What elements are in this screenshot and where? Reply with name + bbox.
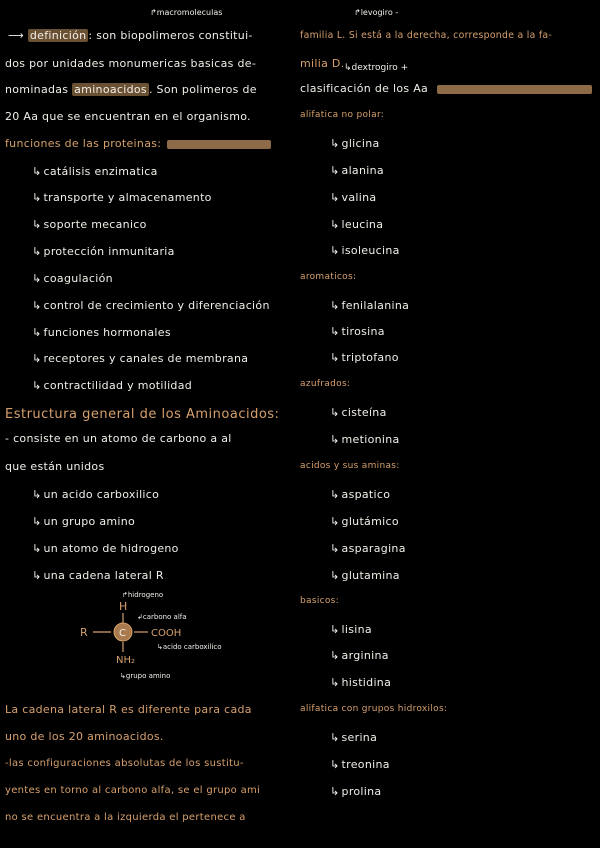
definicion-line-2: dos por unidades monumericas basicas de-: [5, 57, 257, 70]
list-item-label: serina: [341, 731, 378, 744]
list-item: [330, 570, 400, 581]
hook-arrow-icon: ↳: [32, 542, 42, 555]
list-item: [330, 138, 380, 149]
acido-text: acido carboxilico: [162, 643, 222, 651]
hook-arrow-icon: ↳: [330, 758, 340, 771]
estructura-line-1: - consiste en un atomo de carbono a al: [5, 432, 232, 445]
list-item-label: aspatico: [341, 488, 391, 501]
redacted-bar: [437, 85, 592, 94]
hook-arrow-icon: ↳: [32, 299, 42, 312]
list-item: [330, 732, 377, 743]
list-item: [32, 219, 147, 230]
hook-arrow-icon: ↳: [32, 218, 42, 231]
macromoleculas-note: ↱macromoleculas: [150, 8, 223, 17]
hook-arrow-icon: ↳: [330, 325, 340, 338]
list-item: [330, 326, 385, 337]
amino-text: grupo amino: [125, 672, 171, 680]
list-item-label: lisina: [341, 623, 372, 636]
hook-arrow-icon: ↳: [32, 191, 42, 204]
list-item-label: treonina: [341, 758, 390, 771]
hook-arrow-icon: ↳: [330, 569, 340, 582]
definicion-line-1-rest: : son biopolimeros constitui-: [88, 29, 253, 42]
hidrogeno-text: hidrogeno: [127, 591, 164, 599]
aminoacidos-highlight: aminoacidos: [74, 83, 147, 96]
section-title-aromaticos: aromaticos:: [300, 272, 357, 282]
list-item-label: leucina: [341, 218, 384, 231]
estructura-title: Estructura general de los Aminoacidos:: [5, 407, 280, 422]
list-item-label: triptofano: [341, 351, 399, 364]
macromoleculas-text: macromoleculas: [156, 8, 223, 17]
redacted-bar: [167, 140, 271, 149]
carbono-alfa-text: carbono alfa: [142, 613, 187, 621]
hook-arrow-icon: ↳: [330, 433, 340, 446]
list-item-label: glicina: [341, 137, 380, 150]
list-item: [330, 543, 406, 554]
amino-acid-diagram: [70, 585, 270, 685]
hook-arrow-icon: ↳: [32, 326, 42, 339]
list-item-label: funciones hormonales: [43, 326, 171, 339]
hook-arrow-icon: ↳: [330, 649, 340, 662]
list-item: [32, 543, 179, 554]
list-item: [32, 300, 270, 311]
list-item: [330, 407, 387, 418]
para2-line-2: yentes en torno al carbono alfa, se el grupo ami: [5, 785, 261, 796]
list-item: [32, 353, 248, 364]
amino-label: ↳grupo amino: [120, 672, 171, 680]
hook-arrow-icon: ↳: [330, 515, 340, 528]
list-item-label: metionina: [341, 433, 400, 446]
hook-arrow-icon: ↳: [330, 406, 340, 419]
list-item-label: prolina: [341, 785, 382, 798]
familia-line-1: familia L. Si está a la derecha, corresponde a la fa-: [300, 30, 553, 41]
definicion-line-4: 20 Aa que se encuentran en el organismo.: [5, 110, 251, 123]
dextrogiro-note: ↳dextrogiro +: [344, 63, 409, 73]
list-item: [32, 192, 212, 203]
list-item-label: cisteína: [341, 406, 387, 419]
section-title-azufrados: azufrados:: [300, 379, 351, 389]
list-item-label: alanina: [341, 164, 384, 177]
hook-arrow-icon: ↳: [330, 785, 340, 798]
hook-arrow-icon: ↳: [32, 515, 42, 528]
levogiro-note: ↱levogiro -: [354, 8, 399, 17]
section-title-alifatica-no-polar: alifatica no polar:: [300, 110, 385, 120]
list-item-label: fenilalanina: [341, 299, 410, 312]
clasificacion-title: clasificación de los Aa: [300, 82, 429, 95]
hook-arrow-icon: ↳: [32, 272, 42, 285]
list-item-label: asparagina: [341, 542, 406, 555]
list-item-label: control de crecimiento y diferenciación: [43, 299, 270, 312]
list-item: [330, 192, 376, 203]
funciones-title: funciones de las proteinas:: [5, 137, 162, 150]
list-item-label: catálisis enzimatica: [43, 165, 158, 178]
list-item: [32, 489, 159, 500]
c-atom: C: [119, 628, 126, 639]
list-item: [32, 380, 192, 391]
list-item: [330, 219, 383, 230]
list-item-label: un acido carboxilico: [43, 488, 160, 501]
definicion-label: definición: [29, 29, 87, 42]
list-item-label: isoleucina: [341, 244, 400, 257]
dextrogiro-text: dextrogiro +: [351, 63, 409, 73]
list-item-label: protección inmunitaria: [43, 245, 175, 258]
list-item-label: histidina: [341, 676, 392, 689]
estructura-line-2: que están unidos: [5, 460, 105, 473]
para1-line-1: La cadena lateral R es diferente para cada: [5, 703, 252, 716]
hook-arrow-icon: ↳: [330, 218, 340, 231]
section-title-basicos: basicos:: [300, 596, 339, 606]
list-item: [330, 516, 399, 527]
list-item: [32, 246, 175, 257]
hook-arrow-icon: ↳: [32, 165, 42, 178]
list-item: [32, 327, 171, 338]
list-item: [32, 516, 135, 527]
list-item: [330, 165, 384, 176]
levogiro-text: levogiro -: [360, 8, 399, 17]
list-item-label: un grupo amino: [43, 515, 136, 528]
para1-line-2: uno de los 20 aminoacidos.: [5, 730, 164, 743]
definicion-line-1: [8, 30, 253, 41]
hook-arrow-icon: ↳: [32, 352, 42, 365]
definicion-line-3-post: . Son polimeros de: [148, 83, 257, 96]
hook-arrow-icon: ↳: [330, 542, 340, 555]
list-item-label: glutámico: [341, 515, 399, 528]
list-item: [32, 273, 113, 284]
hook-arrow-icon: ↳: [330, 488, 340, 501]
list-item: [330, 434, 400, 445]
list-item-label: transporte y almacenamento: [43, 191, 212, 204]
hook-arrow-icon: ↳: [330, 676, 340, 689]
list-item: [330, 352, 399, 363]
hook-arrow-icon: ↳: [32, 245, 42, 258]
hook-arrow-icon: ↳: [32, 488, 42, 501]
list-item: [330, 624, 372, 635]
list-item-label: una cadena lateral R: [43, 569, 164, 582]
list-item-label: contractilidad y motilidad: [43, 379, 193, 392]
hook-arrow-icon: ↳: [330, 351, 340, 364]
cooh-group: COOH: [151, 628, 182, 639]
list-item-label: arginina: [341, 649, 389, 662]
hook-arrow-icon: ↳: [330, 191, 340, 204]
hidrogeno-label: ↱hidrogeno: [122, 591, 164, 599]
nh2-group: NH₂: [116, 655, 136, 666]
list-item: [330, 650, 389, 661]
hook-arrow-icon: ↳: [330, 164, 340, 177]
acido-label: ↳acido carboxilico: [157, 643, 222, 651]
h-atom: H: [119, 600, 128, 613]
arrow-right-icon: ⟶: [8, 29, 28, 42]
list-item-label: receptores y canales de membrana: [43, 352, 249, 365]
list-item: [330, 786, 381, 797]
definicion-line-3: [5, 84, 257, 95]
list-item: [32, 570, 164, 581]
r-group: R: [80, 626, 88, 639]
hook-arrow-icon: ↳: [330, 244, 340, 257]
list-item: [32, 166, 158, 177]
carbono-alfa-label: ↲carbono alfa: [137, 613, 187, 621]
section-title-hidroxilos: alifatica con grupos hidroxilos:: [300, 704, 448, 714]
list-item: [330, 245, 400, 256]
list-item-label: un atomo de hidrogeno: [43, 542, 179, 555]
list-item: [330, 677, 391, 688]
list-item: [330, 300, 409, 311]
list-item-label: glutamina: [341, 569, 400, 582]
familia-line-2: milia D.: [300, 57, 345, 70]
list-item-label: coagulación: [43, 272, 113, 285]
hook-arrow-icon: ↳: [32, 569, 42, 582]
hook-arrow-icon: ↳: [330, 137, 340, 150]
para2-line-3: no se encuentra a la izquierda el pertenece a: [5, 812, 246, 823]
list-item-label: valina: [341, 191, 377, 204]
hook-arrow-icon: ↳: [32, 379, 42, 392]
list-item: [330, 759, 390, 770]
hook-arrow-icon: ↳: [330, 299, 340, 312]
para2-line-1: -las configuraciones absolutas de los sustitu-: [5, 758, 244, 769]
section-title-acidos: acidos y sus aminas:: [300, 461, 400, 471]
hook-arrow-icon: ↳: [330, 731, 340, 744]
definicion-line-3-pre: nominadas: [5, 83, 69, 96]
hook-arrow-icon: ↳: [330, 623, 340, 636]
list-item: [330, 489, 390, 500]
list-item-label: soporte mecanico: [43, 218, 147, 231]
list-item-label: tirosina: [341, 325, 385, 338]
